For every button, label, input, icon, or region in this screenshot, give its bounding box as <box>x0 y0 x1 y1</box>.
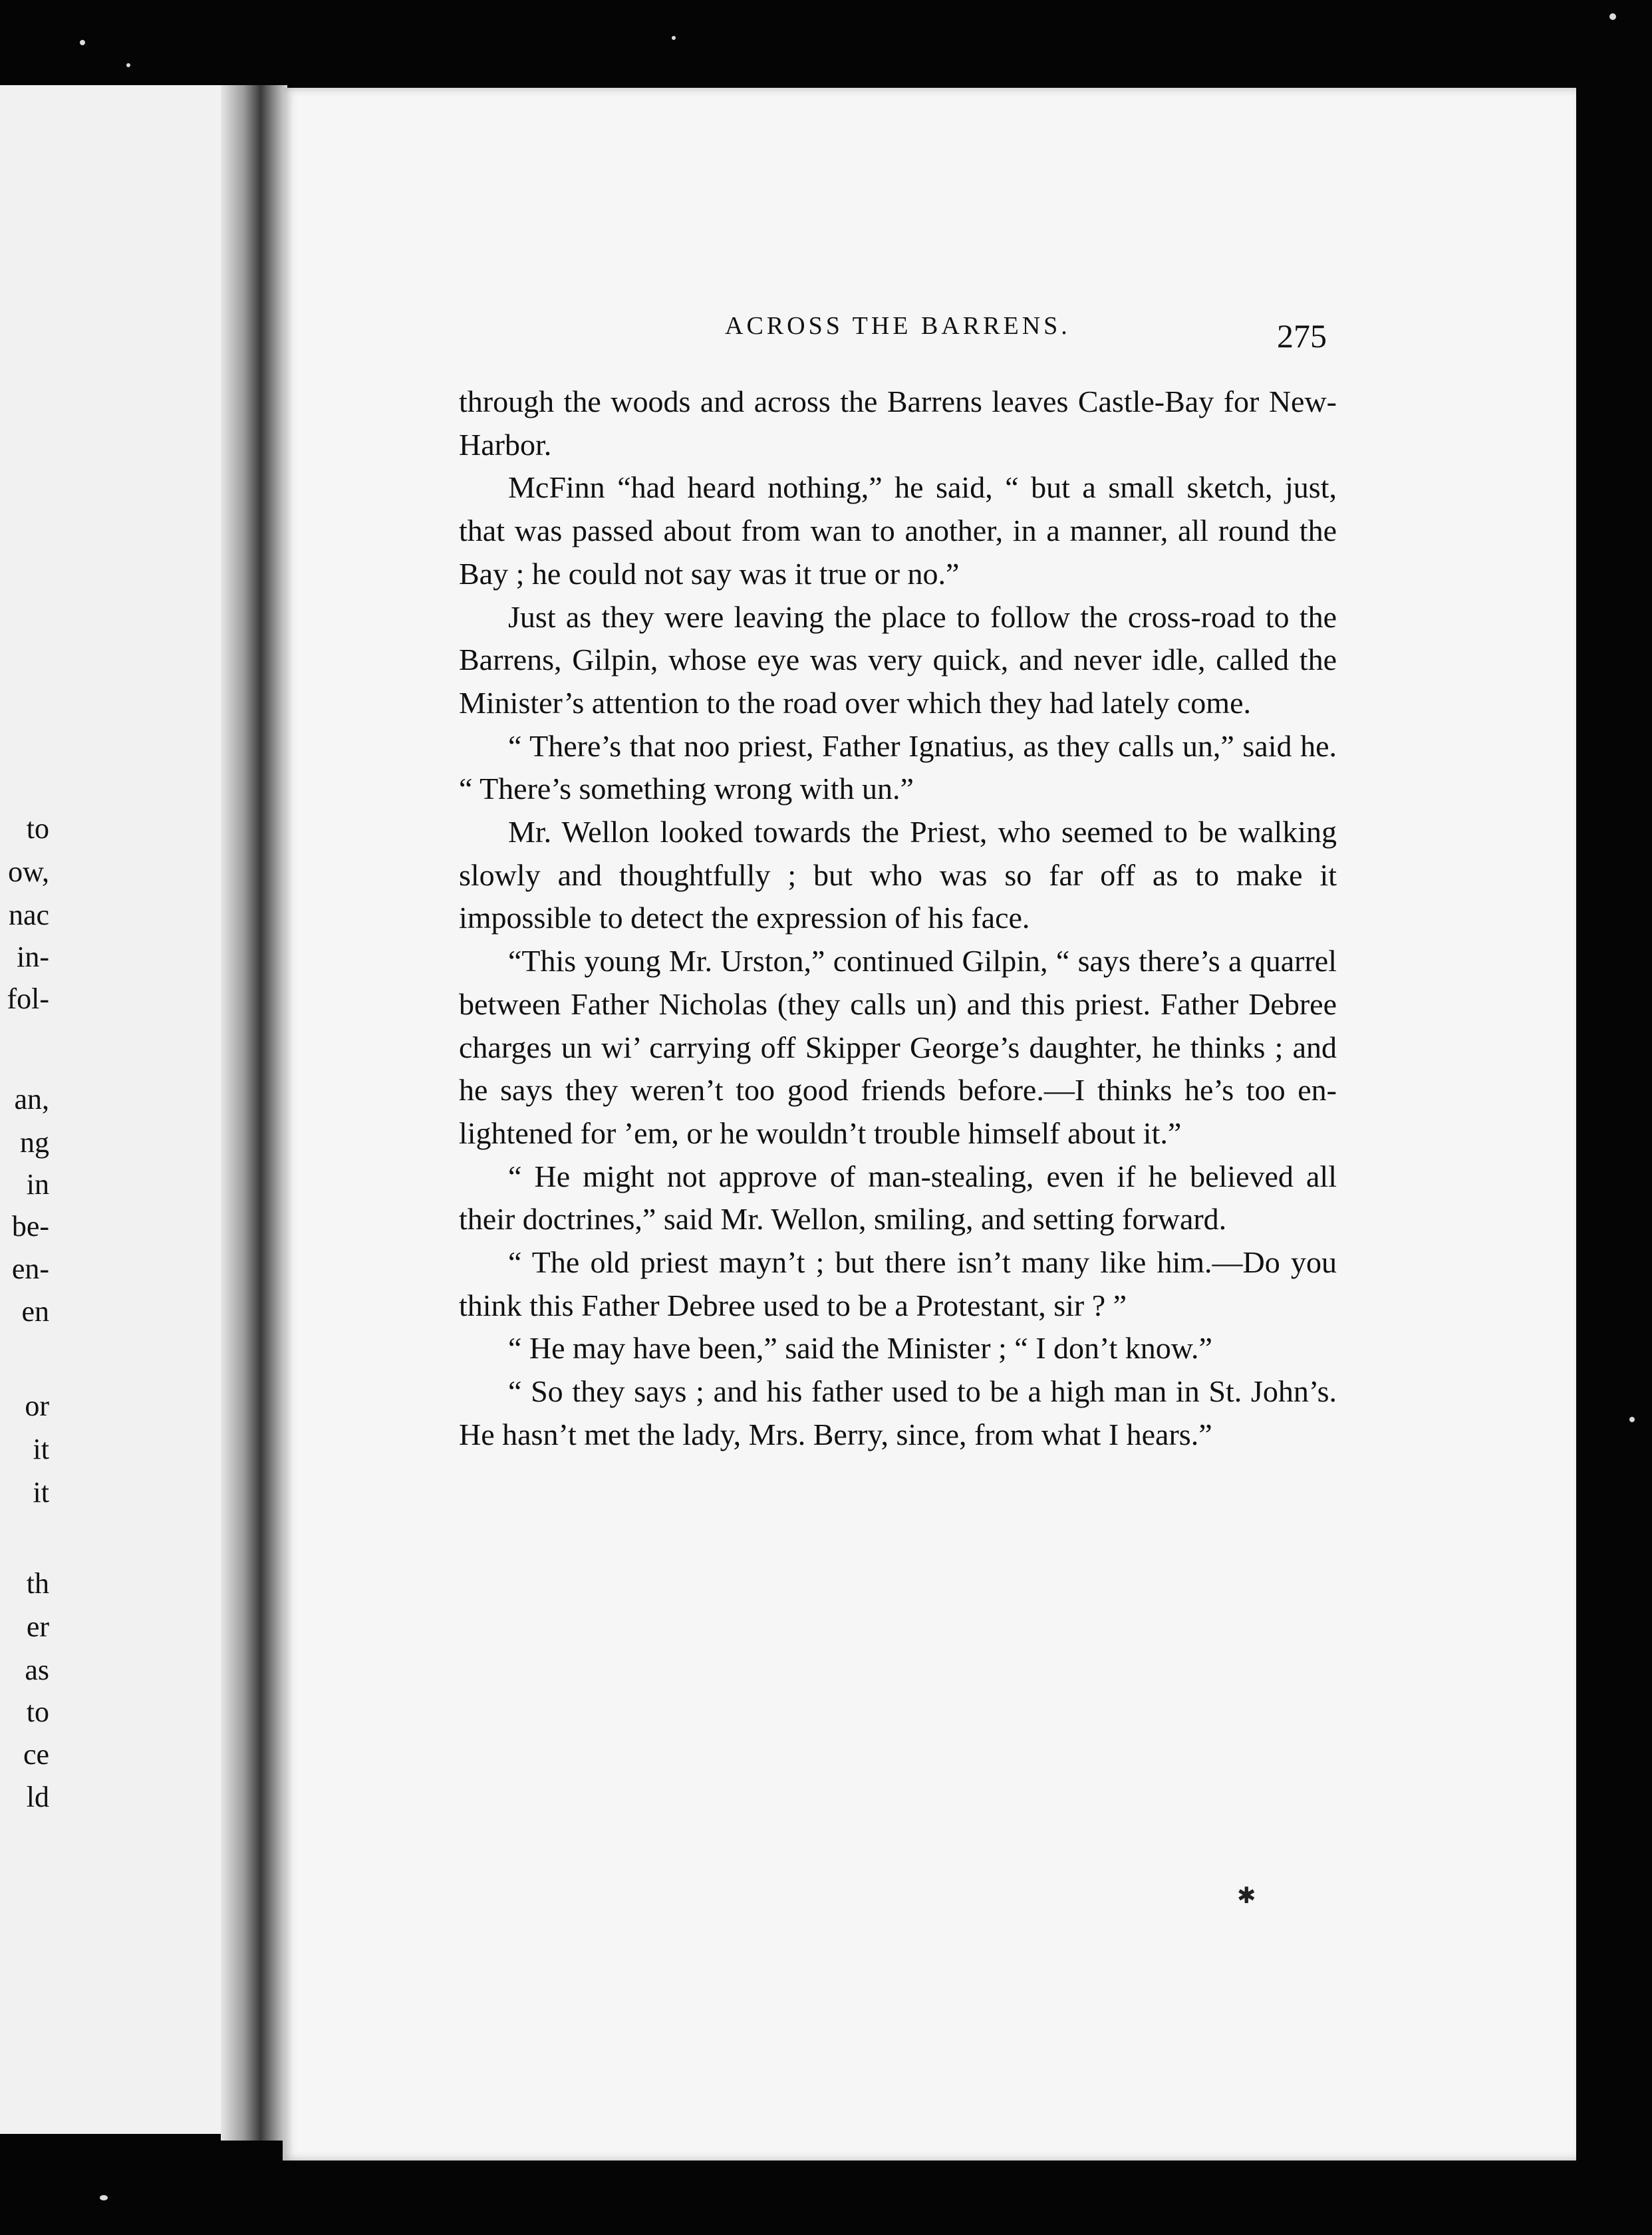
paragraph: McFinn “had heard nothing,” he said, “ but a small sketch, just, that was passed about from wan to another, in a manner, all round the Bay ; he could not say was it true or no.” <box>459 470 1337 591</box>
paragraph: Just as they were leaving the place to follow the cross-road to the Barrens, Gilpin, whose eye was very quick, and never idle, called the Minister’s attention to the road over which they had lately come. <box>459 599 1337 720</box>
left-fragment: en- <box>11 1253 49 1285</box>
left-fragment: er <box>26 1610 49 1643</box>
paragraph: “ He might not approve of man-stealing, even if he believed all their doctrines,” said Mr. Wellon, smiling, and setting forward. <box>459 1159 1337 1237</box>
left-fragment: it <box>33 1433 49 1465</box>
left-fragment: be- <box>11 1210 49 1243</box>
paragraph: “This young Mr. Urston,” continued Gilpin, “ says there’s a quarrel between Father Nicholas (they calls un) and this priest. Father Debree charges un wi’ carrying off Skipper George’s daughter, he thinks ; and he says they weren’t too good friends before.—I thinks he’s too en-lightened for ’em, or he wouldn’t trouble himself about it.” <box>459 944 1337 1150</box>
left-fragment: in- <box>17 941 49 973</box>
speck <box>126 63 130 67</box>
page-number: 275 <box>1277 317 1327 355</box>
paragraph: “ There’s that noo priest, Father Ignatius, as they calls un,” said he. “ There’s something wrong with un.” <box>459 728 1337 806</box>
left-fragment: en <box>21 1295 49 1328</box>
left-fragment: nac <box>8 899 49 931</box>
speck <box>672 36 676 40</box>
paragraph: “ The old priest mayn’t ; but there isn’t many like him.—Do you think this Father Debree used to be a Protestant, sir ? ” <box>459 1245 1337 1322</box>
left-fragment: ow, <box>8 855 49 888</box>
left-fragment: to <box>26 812 49 845</box>
speck <box>1629 1417 1635 1422</box>
speck <box>100 2195 108 2200</box>
speck <box>80 40 85 45</box>
speck <box>1609 13 1616 20</box>
asterisk-mark-icon: ✱ <box>1237 1882 1256 1909</box>
paragraph: through the woods and across the Barrens leaves Castle-Bay for New-Harbor. <box>459 384 1337 462</box>
left-fragment: ng <box>20 1126 49 1159</box>
left-fragment: th <box>26 1567 49 1600</box>
left-page-text-fragments <box>0 0 49 2235</box>
left-fragment: to <box>26 1696 49 1728</box>
left-fragment: ce <box>23 1738 49 1771</box>
left-fragment: or <box>25 1390 49 1422</box>
book-gutter <box>221 85 287 2141</box>
left-fragment: in <box>26 1168 49 1201</box>
running-head: ACROSS THE BARRENS. <box>725 312 1071 340</box>
left-fragment: as <box>25 1654 49 1686</box>
paragraph: “ So they says ; and his father used to be a high man in St. John’s. He hasn’t met the lady, Mrs. Berry, since, from what I hears.” <box>459 1374 1337 1451</box>
left-fragment: it <box>33 1476 49 1509</box>
left-fragment: fol- <box>7 982 49 1015</box>
paragraph: Mr. Wellon looked towards the Priest, who seemed to be walking slowly and thoughtfully ; but who was so far off as to make it impossible to detect the expression of his face. <box>459 815 1337 935</box>
body-text <box>459 380 1337 1457</box>
left-fragment: ld <box>26 1781 49 1813</box>
paragraph: “ He may have been,” said the Minister ; “ I don’t know.” <box>508 1331 1212 1366</box>
left-fragment: an, <box>14 1083 49 1116</box>
